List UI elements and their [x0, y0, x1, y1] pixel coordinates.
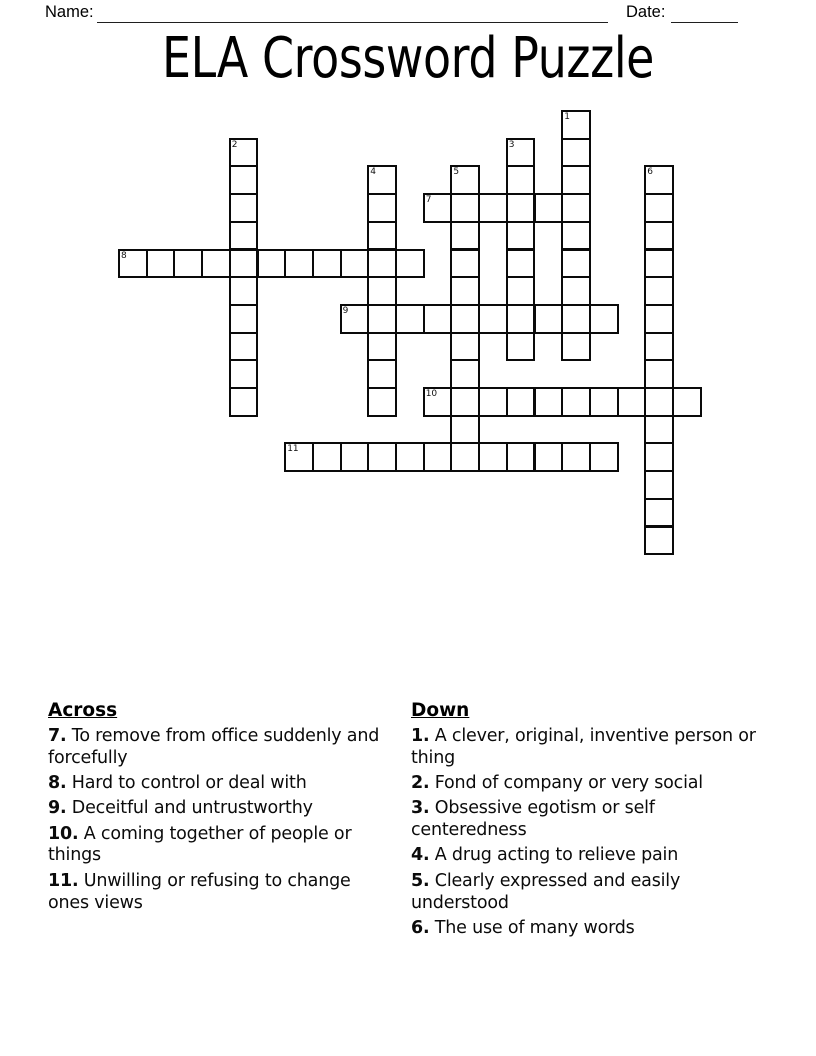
grid-cell[interactable]	[367, 193, 397, 223]
grid-cell[interactable]	[284, 442, 314, 472]
grid-cell[interactable]	[589, 387, 619, 417]
grid-cell[interactable]	[478, 304, 508, 334]
grid-cell[interactable]	[561, 276, 591, 306]
grid-cell[interactable]	[367, 387, 397, 417]
grid-cell[interactable]	[229, 193, 259, 223]
down-clues-section	[411, 700, 763, 943]
grid-cell[interactable]	[589, 442, 619, 472]
clue-item	[48, 824, 396, 868]
grid-cell[interactable]	[506, 138, 536, 168]
grid-cell[interactable]	[561, 221, 591, 251]
grid-cell[interactable]	[450, 332, 480, 362]
clue-item	[48, 871, 396, 915]
grid-cell[interactable]	[450, 442, 480, 472]
grid-cell[interactable]	[561, 304, 591, 334]
grid-clue-number: 2	[231, 139, 238, 150]
grid-clue-number: 11	[287, 444, 299, 455]
grid-cell[interactable]	[312, 442, 342, 472]
grid-cell[interactable]	[340, 249, 370, 279]
grid-cell[interactable]	[506, 387, 536, 417]
grid-cell[interactable]	[229, 387, 259, 417]
grid-cell[interactable]	[644, 359, 674, 389]
grid-cell[interactable]	[229, 138, 259, 168]
clue-number-label: 3.	[411, 798, 430, 819]
grid-cell[interactable]	[478, 387, 508, 417]
date-fill-line[interactable]	[671, 4, 738, 23]
grid-cell[interactable]	[450, 221, 480, 251]
clue-text: Obsessive egotism or self centeredness	[411, 798, 655, 841]
grid-clue-number: 8	[121, 250, 127, 261]
grid-cell[interactable]	[617, 387, 647, 417]
grid-cell[interactable]	[534, 193, 564, 223]
grid-cell[interactable]	[644, 498, 674, 528]
grid-cell[interactable]	[367, 165, 397, 195]
grid-cell[interactable]	[450, 304, 480, 334]
grid-cell[interactable]	[644, 193, 674, 223]
clue-number-label: 1.	[411, 726, 430, 746]
grid-cell[interactable]	[450, 193, 480, 223]
grid-cell[interactable]	[561, 442, 591, 472]
clue-number-label: 7.	[48, 726, 67, 746]
clue-text: Clearly expressed and easily understood	[411, 870, 681, 913]
clue-number-label: 2.	[411, 773, 430, 794]
grid-cell[interactable]	[644, 442, 674, 472]
grid-cell[interactable]	[561, 138, 591, 168]
grid-cell[interactable]	[478, 442, 508, 472]
grid-clue-number: 7	[425, 195, 432, 206]
grid-cell[interactable]	[395, 249, 425, 279]
grid-cell[interactable]	[450, 165, 480, 195]
clue-item	[48, 798, 396, 820]
grid-cell[interactable]	[644, 304, 674, 334]
across-clues-list	[48, 726, 396, 914]
clue-number-label: 5.	[411, 870, 430, 891]
grid-cell[interactable]	[534, 442, 564, 472]
grid-cell[interactable]	[118, 249, 148, 279]
grid-clue-number: 4	[370, 167, 377, 178]
grid-cell[interactable]	[450, 387, 480, 417]
grid-cell[interactable]	[367, 359, 397, 389]
grid-cell[interactable]	[367, 442, 397, 472]
grid-cell[interactable]	[229, 249, 259, 279]
grid-cell[interactable]	[450, 249, 480, 279]
grid-cell[interactable]	[506, 276, 536, 306]
clue-text: A drug acting to relieve pain	[429, 845, 679, 866]
grid-cell[interactable]	[367, 221, 397, 251]
grid-cell[interactable]	[229, 276, 259, 306]
clue-number-label: 6.	[411, 917, 430, 938]
name-fill-line[interactable]	[97, 4, 608, 23]
grid-cell[interactable]	[229, 304, 259, 334]
grid-cell[interactable]	[312, 249, 342, 279]
grid-cell[interactable]	[561, 249, 591, 279]
grid-cell[interactable]	[340, 442, 370, 472]
grid-cell[interactable]	[506, 304, 536, 334]
down-clues-list	[411, 726, 763, 940]
grid-clue-number: 6	[647, 167, 654, 178]
grid-cell[interactable]	[561, 193, 591, 223]
grid-cell[interactable]	[506, 249, 536, 279]
grid-clue-number: 3	[508, 139, 515, 150]
date-label: Date:	[626, 3, 666, 21]
clue-text: To remove from office suddenly and forcefully	[48, 726, 380, 768]
grid-clue-number: 9	[342, 305, 349, 316]
grid-cell[interactable]	[644, 387, 674, 417]
clue-text: A clever, original, inventive person or thing	[411, 726, 756, 768]
clue-text: Hard to control or deal with	[66, 773, 307, 794]
grid-cell[interactable]	[367, 332, 397, 362]
grid-cell[interactable]	[367, 276, 397, 306]
grid-cell[interactable]	[561, 165, 591, 195]
crossword-grid	[118, 110, 702, 556]
grid-cell[interactable]	[644, 415, 674, 445]
grid-cell[interactable]	[367, 304, 397, 334]
grid-clue-number: 10	[425, 389, 438, 399]
clue-text: Deceitful and untrustworthy	[66, 798, 313, 819]
grid-cell[interactable]	[367, 249, 397, 279]
clue-item	[411, 773, 763, 795]
grid-cell[interactable]	[506, 442, 536, 472]
down-heading: Down	[411, 700, 470, 721]
grid-clue-number: 1	[564, 112, 570, 122]
grid-cell[interactable]	[672, 387, 702, 417]
clue-item	[48, 726, 396, 770]
grid-cell[interactable]	[534, 304, 564, 334]
clue-item	[411, 726, 763, 770]
grid-cell[interactable]	[644, 470, 674, 500]
clue-text: A coming together of people or things	[48, 823, 352, 866]
grid-cell[interactable]	[644, 165, 674, 195]
grid-cell[interactable]	[229, 332, 259, 362]
grid-cell[interactable]	[561, 387, 591, 417]
grid-cell[interactable]	[478, 193, 508, 223]
grid-cell[interactable]	[561, 332, 591, 362]
grid-cell[interactable]	[423, 193, 453, 223]
clue-text: Fond of company or very social	[429, 773, 703, 794]
clue-item	[48, 773, 396, 795]
grid-cell[interactable]	[423, 304, 453, 334]
grid-cell[interactable]	[257, 249, 287, 279]
across-heading: Across	[48, 700, 118, 721]
grid-cell[interactable]	[644, 221, 674, 251]
grid-cell[interactable]	[229, 221, 259, 251]
clue-number-label: 4.	[411, 845, 430, 866]
grid-cell[interactable]	[534, 387, 564, 417]
grid-cell[interactable]	[506, 165, 536, 195]
grid-cell[interactable]	[644, 249, 674, 279]
title-row	[0, 28, 816, 90]
clue-item	[411, 871, 763, 915]
grid-cell[interactable]	[395, 442, 425, 472]
clue-number-label: 11.	[48, 870, 79, 891]
grid-cell[interactable]	[229, 165, 259, 195]
grid-cell[interactable]	[423, 387, 453, 417]
grid-cell[interactable]	[506, 193, 536, 223]
grid-clue-number: 5	[453, 167, 460, 178]
clue-text: Unwilling or refusing to change ones views	[48, 870, 351, 913]
grid-cell[interactable]	[506, 332, 536, 362]
clue-number-label: 9.	[48, 798, 67, 819]
grid-cell[interactable]	[284, 249, 314, 279]
grid-cell[interactable]	[450, 276, 480, 306]
clue-text: The use of many words	[429, 917, 635, 938]
grid-cell[interactable]	[340, 304, 370, 334]
page-title: ELA Crossword Puzzle	[161, 26, 654, 91]
grid-cell[interactable]	[644, 526, 674, 556]
grid-cell[interactable]	[146, 249, 176, 279]
clue-item	[411, 798, 763, 842]
name-label: Name:	[45, 3, 94, 21]
grid-cell[interactable]	[644, 332, 674, 362]
grid-cell[interactable]	[173, 249, 203, 279]
grid-cell[interactable]	[450, 415, 480, 445]
grid-cell[interactable]	[201, 249, 231, 279]
grid-cell[interactable]	[395, 304, 425, 334]
clue-number-label: 10.	[48, 823, 79, 844]
clue-item	[411, 845, 763, 867]
grid-cell[interactable]	[450, 359, 480, 389]
grid-cell[interactable]	[561, 110, 591, 140]
clue-number-label: 8.	[48, 773, 67, 794]
grid-cell[interactable]	[423, 442, 453, 472]
grid-cell[interactable]	[644, 276, 674, 306]
grid-cell[interactable]	[589, 304, 619, 334]
grid-cell[interactable]	[506, 221, 536, 251]
clue-item	[411, 918, 763, 940]
grid-cell[interactable]	[229, 359, 259, 389]
across-clues-section	[48, 700, 396, 918]
